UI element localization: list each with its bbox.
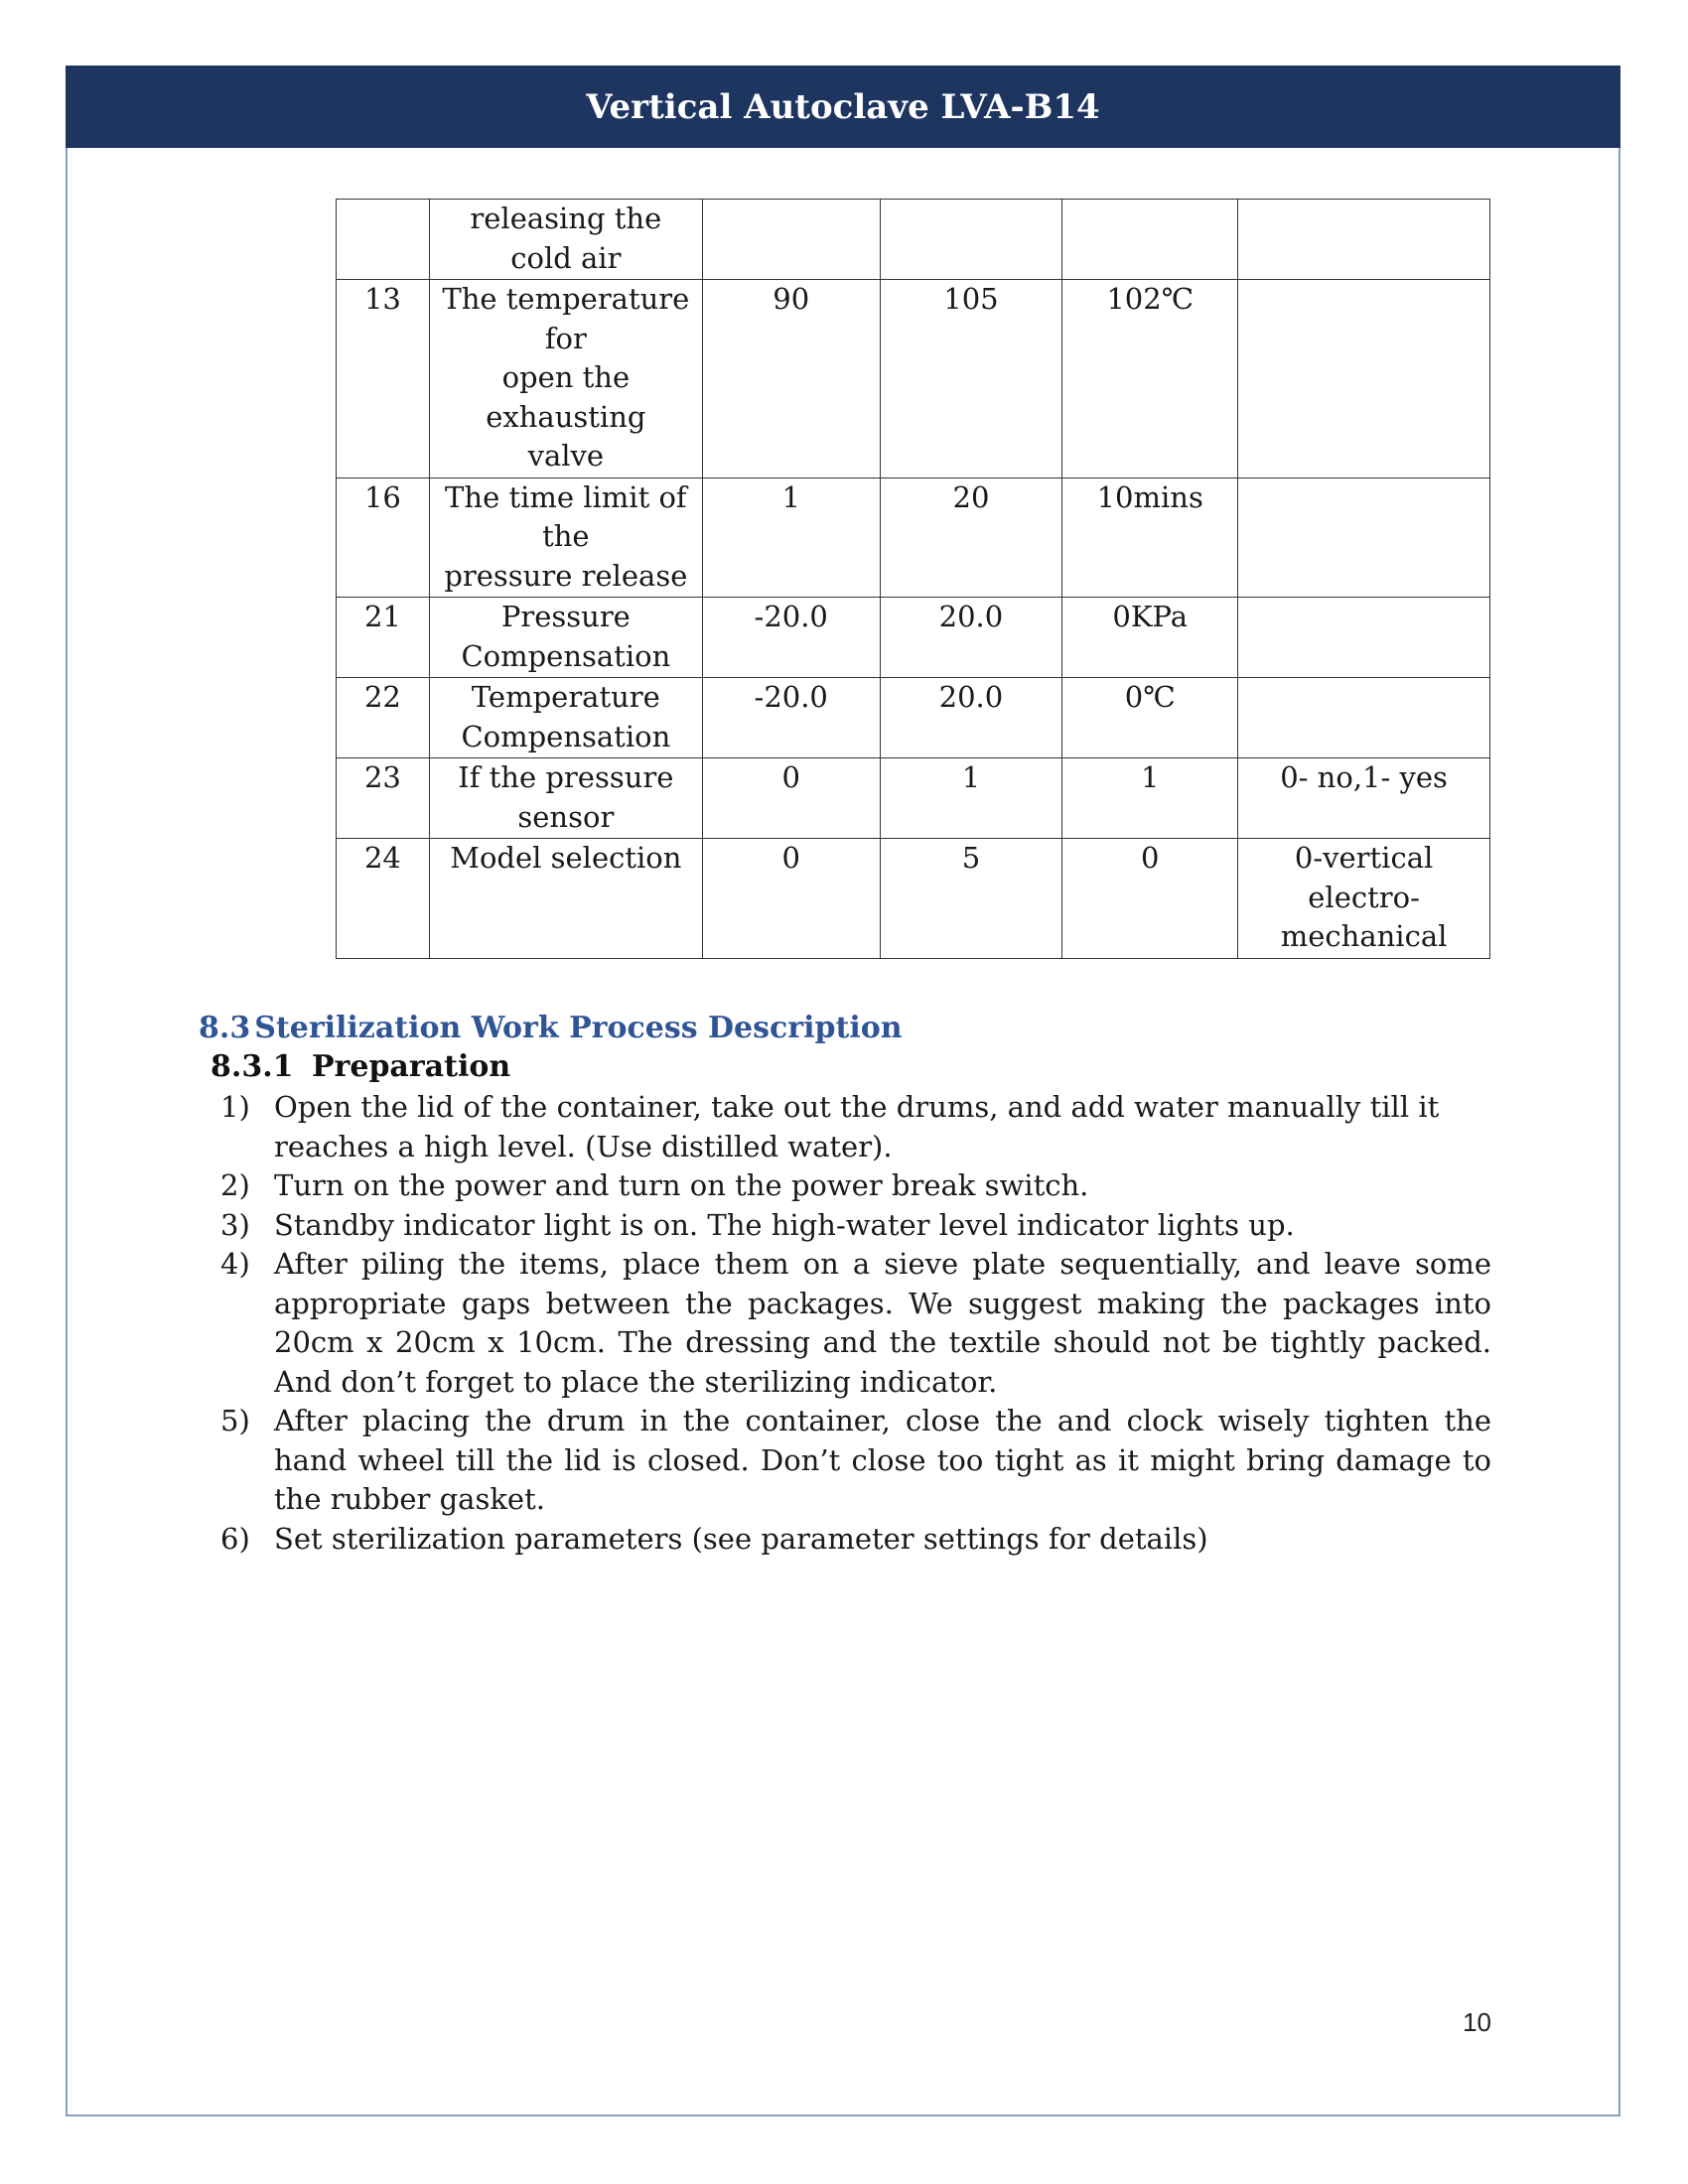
cell-parameter-name-line: The temperature	[442, 282, 690, 316]
cell-max: 5	[880, 839, 1062, 959]
cell-parameter-name-line: Compensation	[461, 719, 671, 753]
cell-number	[337, 200, 430, 280]
step-text: Turn on the power and turn on the power break switch.	[274, 1168, 1089, 1202]
cell-parameter-name-line: cold air	[510, 240, 622, 275]
cell-parameter-name-line: open the	[501, 360, 631, 394]
cell-note	[1238, 598, 1490, 678]
cell-default: 10mins	[1062, 478, 1238, 598]
cell-note	[1238, 678, 1490, 758]
cell-parameter-name	[429, 839, 702, 959]
cell-parameter-name-line: pressure release	[444, 558, 688, 593]
cell-default: 1	[1062, 758, 1238, 839]
cell-max: 20.0	[880, 598, 1062, 678]
cell-note	[1238, 758, 1490, 839]
cell-min: 90	[702, 280, 880, 478]
cell-parameter-name	[429, 200, 702, 280]
cell-note	[1238, 478, 1490, 598]
cell-min	[702, 200, 880, 280]
cell-parameter-name-line: exhausting	[486, 399, 646, 434]
step-marker: 5)	[220, 1404, 250, 1437]
section-number: 8.3	[199, 1011, 251, 1045]
subsection-number: 8.3.1	[211, 1049, 294, 1084]
cell-parameter-name-line: the	[542, 519, 590, 553]
cell-parameter-name-line: sensor	[517, 799, 615, 834]
cell-parameter-name-line: Pressure	[500, 600, 631, 633]
cell-parameter-name-line: If the pressure	[458, 760, 674, 794]
cell-parameter-name-line: valve	[527, 439, 605, 473]
list-item	[220, 1088, 1491, 1166]
cell-default	[1062, 200, 1238, 280]
cell-max: 20.0	[880, 678, 1062, 758]
step-text: Standby indicator light is on. The high-water level indicator lights up.	[274, 1207, 1295, 1242]
step-text: After placing the drum in the container, close the and clock wisely tighten the hand wheel till the lid is closed. Don’t close too tight as it might bring damage to the rubber gasket.	[274, 1404, 1491, 1516]
step-marker: 3)	[220, 1207, 250, 1242]
section-heading	[199, 1011, 903, 1045]
table-row	[337, 839, 1490, 959]
cell-note-line: 0-vertical	[1294, 841, 1434, 875]
cell-min: 1	[702, 478, 880, 598]
document-title: Vertical Autoclave LVA-B14	[586, 86, 1100, 127]
parameter-table	[336, 199, 1490, 959]
cell-parameter-name	[429, 478, 702, 598]
step-text: After piling the items, place them on a sieve plate sequentially, and leave some appropriate gaps between the packages. We suggest making the packages into 20cm x 20cm x 10cm. The dressing and the textile should not be tightly packed. And don’t forget to place the sterilizing indicator.	[274, 1247, 1491, 1399]
cell-parameter-name-line: releasing the	[470, 202, 662, 235]
step-text: Open the lid of the container, take out the drums, and add water manually till it reaches a high level. (Use distilled water).	[274, 1090, 1440, 1163]
cell-number: 23	[337, 758, 430, 839]
cell-parameter-name-line: Temperature	[471, 680, 660, 714]
list-item	[220, 1520, 1491, 1560]
table-row	[337, 758, 1490, 839]
step-marker: 6)	[220, 1521, 250, 1556]
cell-note	[1238, 280, 1490, 478]
cell-number: 21	[337, 598, 430, 678]
cell-parameter-name	[429, 758, 702, 839]
cell-note-line: electro-	[1308, 880, 1420, 914]
cell-max: 1	[880, 758, 1062, 839]
cell-max: 20	[880, 478, 1062, 598]
cell-min: -20.0	[702, 598, 880, 678]
cell-min: 0	[702, 839, 880, 959]
step-marker: 2)	[220, 1168, 250, 1202]
cell-parameter-name-line: Compensation	[461, 638, 671, 673]
cell-default: 0KPa	[1062, 598, 1238, 678]
cell-note	[1238, 200, 1490, 280]
step-marker: 1)	[220, 1090, 250, 1124]
table-row	[337, 478, 1490, 598]
cell-note	[1238, 839, 1490, 959]
subsection-heading	[211, 1049, 510, 1084]
subsection-title: Preparation	[312, 1049, 511, 1084]
cell-max: 105	[880, 280, 1062, 478]
document-header	[66, 66, 1620, 148]
cell-min: -20.0	[702, 678, 880, 758]
step-text: Set sterilization parameters (see parameter settings for details)	[274, 1521, 1208, 1556]
cell-number: 24	[337, 839, 430, 959]
table-row	[337, 280, 1490, 478]
list-item	[220, 1245, 1491, 1402]
list-item	[220, 1206, 1491, 1246]
step-marker: 4)	[220, 1247, 250, 1281]
cell-parameter-name-line: for	[544, 321, 587, 355]
table-row	[337, 200, 1490, 280]
table-row	[337, 598, 1490, 678]
cell-number: 16	[337, 478, 430, 598]
preparation-steps	[220, 1088, 1491, 1559]
list-item	[220, 1166, 1491, 1206]
cell-parameter-name	[429, 280, 702, 478]
cell-default: 102℃	[1062, 280, 1238, 478]
cell-number: 22	[337, 678, 430, 758]
table-row	[337, 678, 1490, 758]
cell-default: 0℃	[1062, 678, 1238, 758]
cell-parameter-name	[429, 598, 702, 678]
cell-note-line: mechanical	[1280, 919, 1448, 953]
cell-parameter-name	[429, 678, 702, 758]
cell-parameter-name-line: Model selection	[450, 841, 682, 875]
section-title: Sterilization Work Process Description	[254, 1011, 903, 1045]
cell-note-line: 0- no,1- yes	[1280, 760, 1448, 794]
list-item	[220, 1402, 1491, 1520]
page-number: 10	[1463, 2007, 1491, 2037]
cell-parameter-name-line: The time limit of	[445, 479, 687, 514]
cell-max	[880, 200, 1062, 280]
cell-default: 0	[1062, 839, 1238, 959]
cell-number: 13	[337, 280, 430, 478]
cell-min: 0	[702, 758, 880, 839]
